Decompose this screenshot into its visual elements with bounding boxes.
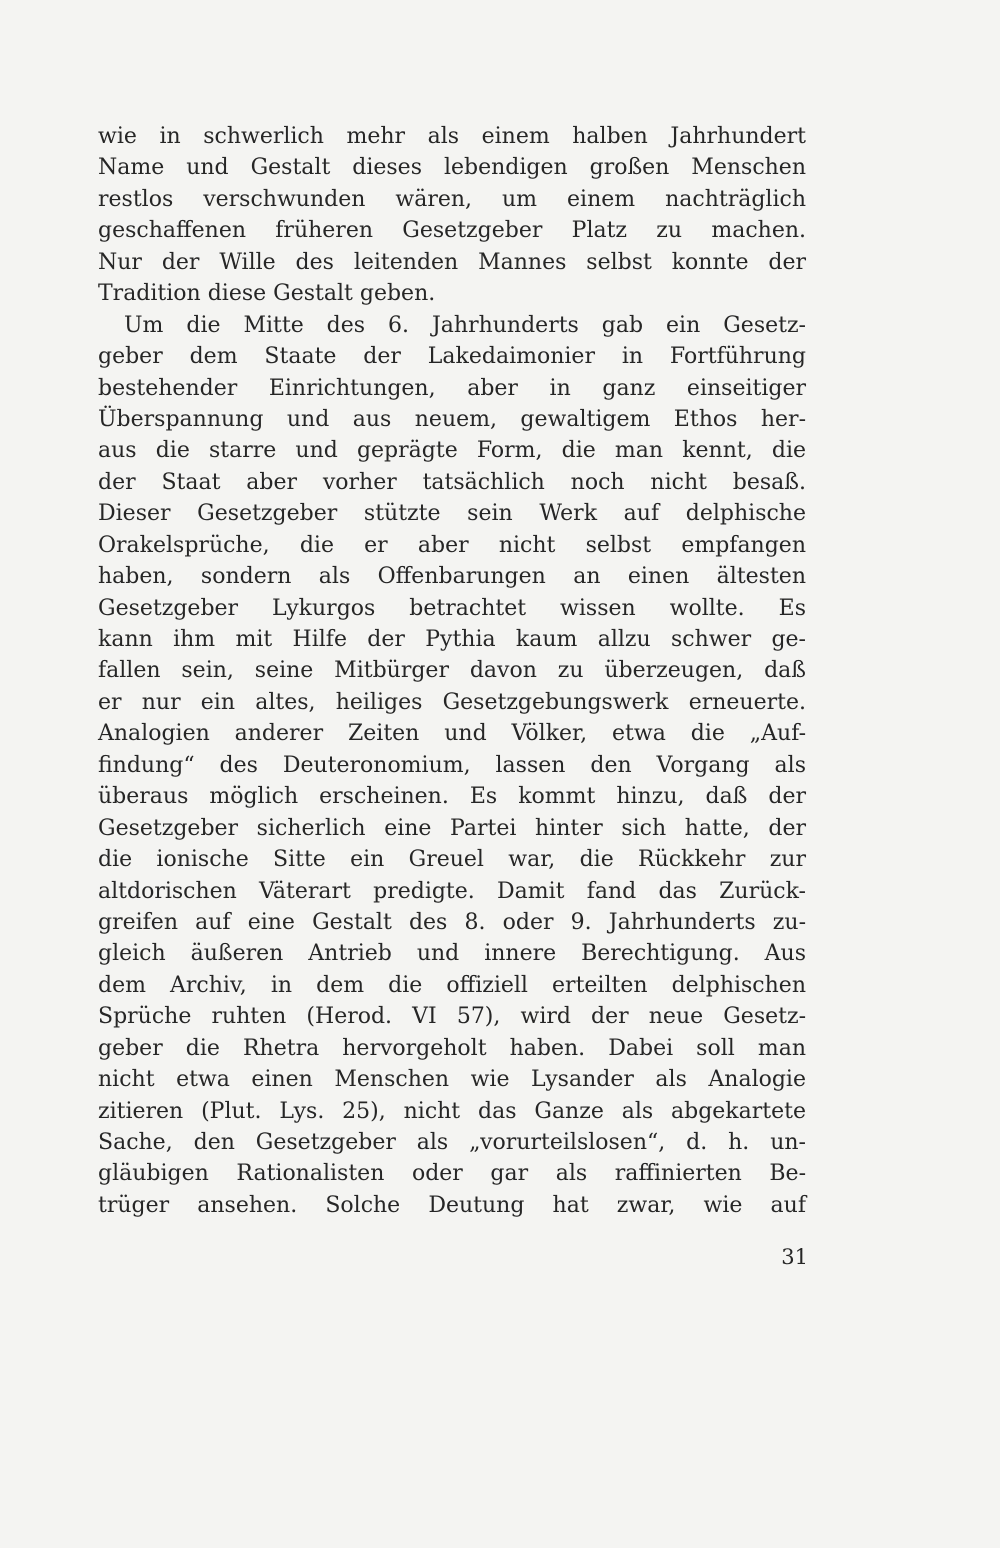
text-line-33: Sache, den Gesetzgeber als „vorurteilslosen“, d. h. un- xyxy=(98,1130,806,1155)
text-line-7: Um die Mitte des 6. Jahrhunderts gab ein Gesetz- xyxy=(124,312,806,338)
text-line-25: altdorischen Väterart predigte. Damit fand das Zurück- xyxy=(98,878,806,904)
text-line-23: Gesetzgeber sicherlich eine Partei hinter sich hatte, der xyxy=(98,815,806,841)
text-line-30: geber die Rhetra hervorgeholt haben. Dabei soll man xyxy=(98,1035,806,1061)
text-line-9: bestehender Einrichtungen, aber in ganz einseitiger xyxy=(98,375,806,401)
text-line-34: gläubigen Rationalisten oder gar als raffinierten Be- xyxy=(98,1161,806,1187)
text-line-35: trüger ansehen. Solche Deutung hat zwar, wie auf xyxy=(98,1192,806,1218)
text-line-2: Name und Gestalt dieses lebendigen großen Menschen xyxy=(98,155,806,181)
body-text xyxy=(98,121,806,1221)
text-line-3: restlos verschwunden wären, um einem nachträglich xyxy=(98,186,806,212)
text-line-1: wie in schwerlich mehr als einem halben Jahrhundert xyxy=(98,124,806,149)
text-line-11: aus die starre und geprägte Form, die man kennt, die xyxy=(98,438,806,464)
text-line-24: die ionische Sitte ein Greuel war, die Rückkehr zur xyxy=(98,847,806,873)
text-line-31: nicht etwa einen Menschen wie Lysander als Analogie xyxy=(98,1067,806,1093)
text-line-27: gleich äußeren Antrieb und innere Berechtigung. Aus xyxy=(98,941,806,967)
text-line-29: Sprüche ruhten (Herod. VI 57), wird der neue Gesetz- xyxy=(98,1004,806,1030)
text-line-4: geschaffenen früheren Gesetzgeber Platz zu machen. xyxy=(98,218,806,244)
text-line-28: dem Archiv, in dem die offiziell erteilten delphischen xyxy=(98,972,806,998)
text-line-21: findung“ des Deuteronomium, lassen den Vorgang als xyxy=(98,752,806,778)
text-line-32: zitieren (Plut. Lys. 25), nicht das Ganze als abgekartete xyxy=(98,1098,806,1124)
page-number: 31 xyxy=(781,1245,808,1269)
text-line-19: er nur ein altes, heiliges Gesetzgebungswerk erneuerte. xyxy=(98,689,806,715)
text-line-26: greifen auf eine Gestalt des 8. oder 9. Jahrhunderts zu- xyxy=(98,909,806,935)
text-line-15: haben, sondern als Offenbarungen an einen ältesten xyxy=(98,564,806,590)
text-line-20: Analogien anderer Zeiten und Völker, etwa die „Auf- xyxy=(98,721,806,747)
text-line-16: Gesetzgeber Lykurgos betrachtet wissen wollte. Es xyxy=(98,595,806,621)
text-line-12: der Staat aber vorher tatsächlich noch nicht besaß. xyxy=(98,469,806,495)
text-line-17: kann ihm mit Hilfe der Pythia kaum allzu schwer ge- xyxy=(98,627,806,652)
text-line-8: geber dem Staate der Lakedaimonier in Fortführung xyxy=(98,344,806,370)
text-line-13: Dieser Gesetzgeber stützte sein Werk auf delphische xyxy=(98,501,806,527)
text-line-5: Nur der Wille des leitenden Mannes selbst konnte der xyxy=(98,249,806,275)
text-line-22: überaus möglich erscheinen. Es kommt hinzu, daß der xyxy=(98,784,806,810)
text-line-10: Überspannung und aus neuem, gewaltigem Ethos her- xyxy=(98,406,806,432)
text-line-18: fallen sein, seine Mitbürger davon zu überzeugen, daß xyxy=(98,658,806,684)
text-line-6: Tradition diese Gestalt geben. xyxy=(98,281,436,307)
text-line-14: Orakelsprüche, die er aber nicht selbst empfangen xyxy=(98,532,806,558)
